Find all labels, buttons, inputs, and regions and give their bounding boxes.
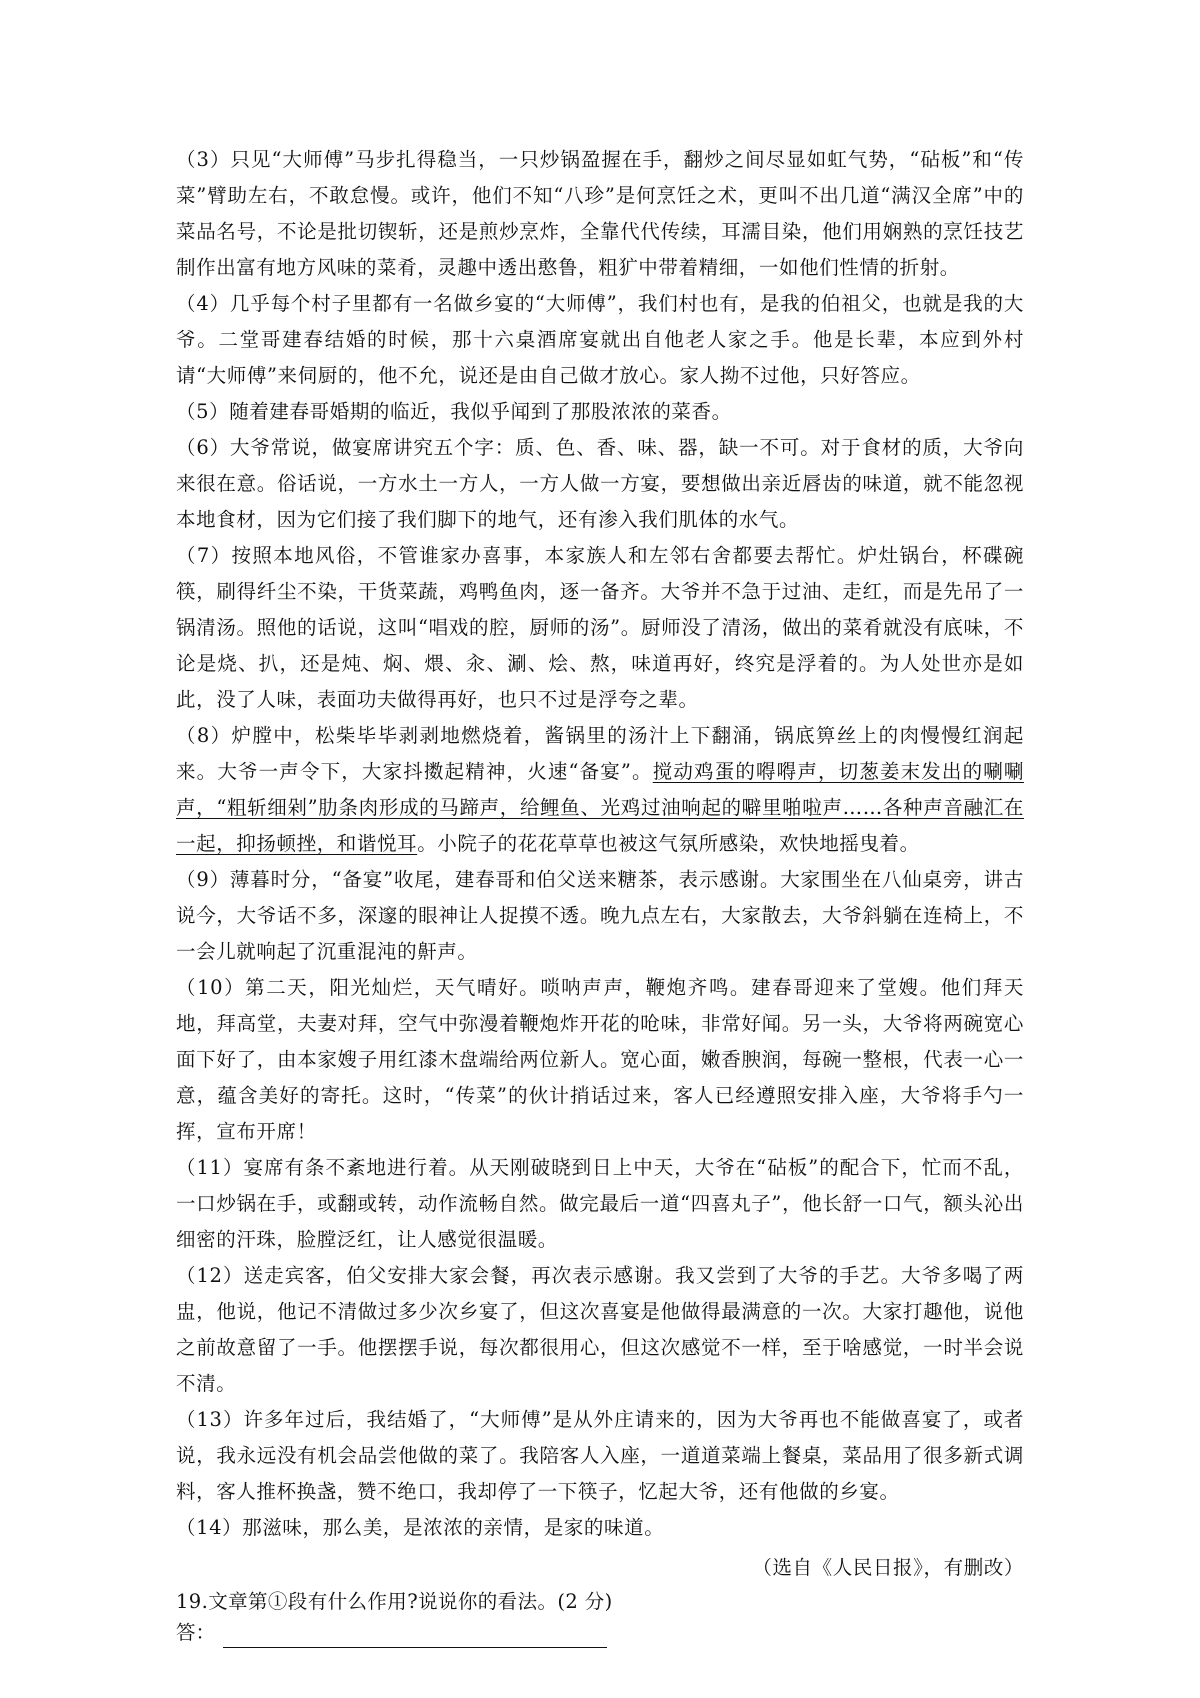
paragraph-number: （5） <box>176 400 230 423</box>
paragraph-number: （9） <box>176 868 230 891</box>
paragraph <box>176 1402 1024 1510</box>
paragraph-number: （12） <box>176 1264 244 1287</box>
paragraph-number: （11） <box>176 1156 244 1179</box>
paragraph-number: （4） <box>176 292 230 315</box>
paragraph-text: 几乎每个村子里都有一名做乡宴的“大师傅”，我们村也有，是我的伯祖父，也就是我的大爷。二堂哥建春结婚的时候，那十六桌酒席宴就出自他老人家之手。他是长辈，本应到外村请“大师傅”来伺厨的，他不允，说还是由自己做才放心。家人拗不过他，只好答应。 <box>176 292 1024 387</box>
paragraph <box>176 1258 1024 1402</box>
paragraph <box>176 394 1024 430</box>
paragraph-number: （6） <box>176 436 231 459</box>
question-19: 19.文章第①段有什么作用?说说你的看法。(2 分) <box>176 1590 613 1613</box>
paragraph <box>176 970 1024 1150</box>
paragraph <box>176 430 1024 538</box>
paragraph-text: 送走宾客，伯父安排大家会餐，再次表示感谢。我又尝到了大爷的手艺。大爷多喝了两盅，他说，他记不清做过多少次乡宴了，但这次喜宴是他做得最满意的一次。大家打趣他，说他之前故意留了一手。他摆摆手说，每次都很用心，但这次感觉不一样，至于啥感觉，一时半会说不清。 <box>176 1264 1024 1395</box>
paragraph-text: 。小院子的花花草草也被这气氛所感染，欢快地摇曳着。 <box>417 832 920 855</box>
paragraph-text: 大爷常说，做宴席讲究五个字：质、色、香、味、器，缺一不可。对于食材的质，大爷向来很在意。俗话说，一方水土一方人，一方人做一方宴，要想做出亲近唇齿的味道，就不能忽视本地食材，因为它们接了我们脚下的地气，还有渗入我们肌体的水气。 <box>176 436 1024 531</box>
paragraph-text: 许多年过后，我结婚了，“大师傅”是从外庄请来的，因为大爷再也不能做喜宴了，或者说，我永远没有机会品尝他做的菜了。我陪客人入座，一道道菜端上餐桌，菜品用了很多新式调料，客人推杯换盏，赞不绝口，我却停了一下筷子，忆起大爷，还有他做的乡宴。 <box>176 1408 1024 1503</box>
document-page <box>176 142 1024 1648</box>
paragraph-text: 薄暮时分，“备宴”收尾，建春哥和伯父送来糖茶，表示感谢。大家围坐在八仙桌旁，讲古说今，大爷话不多，深邃的眼神让人捉摸不透。晚九点左右，大家散去，大爷斜躺在连椅上，不一会儿就响起了沉重混沌的鼾声。 <box>176 868 1024 963</box>
paragraph <box>176 1510 1024 1546</box>
paragraph-text: 宴席有条不紊地进行着。从天刚破晓到日上中天，大爷在“砧板”的配合下，忙而不乱，一口炒锅在手，或翻或转，动作流畅自然。做完最后一道“四喜丸子”，他长舒一口气，额头沁出细密的汗珠，脸膛泛红，让人感觉很温暖。 <box>176 1156 1024 1251</box>
answer-row <box>176 1618 1024 1648</box>
paragraph <box>176 538 1024 718</box>
paragraph-text: 按照本地风俗，不管谁家办喜事，本家族人和左邻右舍都要去帮忙。炉灶锅台，杯碟碗筷，刷得纤尘不染，干货菜蔬，鸡鸭鱼肉，逐一备齐。大爷并不急于过油、走红，而是先吊了一锅清汤。照他的话说，这叫“唱戏的腔，厨师的汤”。厨师没了清汤，做出的菜肴就没有底味，不论是烧、扒，还是炖、焖、煨、汆、涮、烩、熬，味道再好，终究是浮着的。为人处世亦是如此，没了人味，表面功夫做得再好，也只不过是浮夸之辈。 <box>176 544 1024 711</box>
article-body <box>176 142 1024 1546</box>
paragraph-number: （10） <box>176 976 246 999</box>
underlined-passage: 搅动鸡蛋的嘚嘚声，切葱姜末发出的唰唰声，“粗斩细剁”肋条肉形成的马蹄声，给鲤鱼、光鸡过油响起的噼里啪啦声……各种声音融汇在一起，抑扬顿挫，和谐悦耳 <box>176 760 1024 855</box>
paragraph-text: 第二天，阳光灿烂，天气晴好。唢呐声声，鞭炮齐鸣。建春哥迎来了堂嫂。他们拜天地，拜高堂，夫妻对拜，空气中弥漫着鞭炮炸开花的呛味，非常好闻。另一头，大爷将两碗宽心面下好了，由本家嫂子用红漆木盘端给两位新人。宽心面，嫩香腴润，每碗一整根，代表一心一意，蕴含美好的寄托。这时，“传菜”的伙计捎话过来，客人已经遵照安排入座，大爷将手勺一挥，宣布开席！ <box>176 976 1025 1143</box>
paragraph-number: （3） <box>176 148 231 171</box>
paragraph <box>176 142 1024 286</box>
paragraph-number: （14） <box>176 1516 243 1539</box>
paragraph <box>176 1150 1024 1258</box>
answer-label: 答： <box>176 1621 216 1644</box>
source-citation: （选自《人民日报》，有删改） <box>752 1556 1024 1579</box>
paragraph-number: （8） <box>176 724 232 747</box>
paragraph-text: 那滋味，那么美，是浓浓的亲情，是家的味道。 <box>242 1516 665 1539</box>
paragraph-text: 炉膛中，松柴毕毕剥剥地燃烧着，酱锅里的汤汁上下翻涌，锅底箅丝上的肉慢慢红润起来。大爷一声令下，大家抖擞起精神，火速“备宴”。 <box>176 724 1024 783</box>
paragraph <box>176 862 1024 970</box>
paragraph-number: （13） <box>176 1408 244 1431</box>
answer-blank-line[interactable] <box>223 1625 607 1648</box>
paragraph <box>176 286 1024 394</box>
paragraph <box>176 718 1024 862</box>
paragraph-text: 只见“大师傅”马步扎得稳当，一只炒锅盈握在手，翻炒之间尽显如虹气势，“砧板”和“传菜”臂助左右，不敢怠慢。或许，他们不知“八珍”是何烹饪之术，更叫不出几道“满汉全席”中的菜品名号，不论是批切锲斩，还是煎炒烹炸，全靠代代传续，耳濡目染，他们用娴熟的烹饪技艺制作出富有地方风味的菜肴，灵趣中透出憨鲁，粗犷中带着精细，一如他们性情的折射。 <box>176 148 1024 279</box>
paragraph-text: 随着建春哥婚期的临近，我似乎闻到了那股浓浓的菜香。 <box>229 400 732 423</box>
paragraph-number: （7） <box>176 544 232 567</box>
